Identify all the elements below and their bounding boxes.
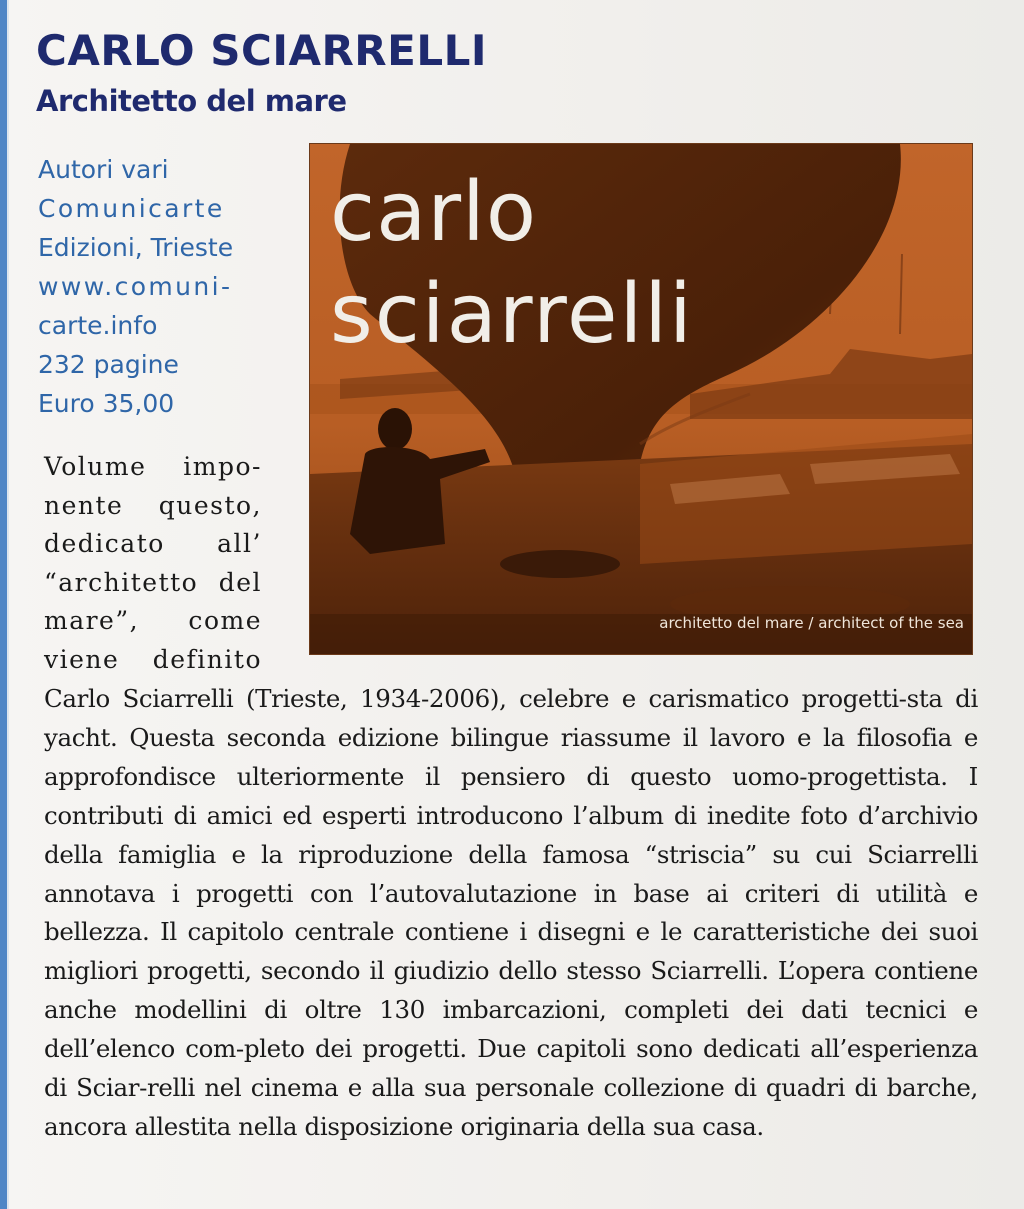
review-body: Carlo Sciarrelli (Trieste, 1934-2006), celebre e carismatico progetti-sta di yacht. Questa seconda edizione bilingue riassume il lavoro e la filosofia e approfondisce ulteriormente il pensiero di questo uomo-progettista. I contributi di amici ed esperti introducono l’album di inedite foto d’archivio della famiglia e la riproduzione della famosa “striscia” su cui Sciarrelli annotava i progetti con l’autovalutazione in base ai criteri di utilità e bellezza. Il capitolo centrale contiene i disegni e le caratteristiche dei suoi migliori progetti, secondo il giudizio dello stesso Sciarrelli. L’opera contiene anche modellini di oltre 130 imbarcazioni, completi dei dati tecnici e dell’elenco com-pleto dei progetti. Due capitoli sono dedicati all’esperienza di Sciar-relli nel cinema e alla sua personale collezione di quadri di barche, ancora allestita nella disposizione originaria della sua casa. — [44, 684, 978, 1141]
book-website-line2: carte.info — [38, 311, 158, 340]
intro-line: Volume impo- — [44, 452, 262, 481]
intro-line: dedicato all’ — [44, 529, 262, 559]
page-edge-rule — [0, 0, 7, 1209]
intro-line: nente questo, — [44, 490, 262, 520]
article-subtitle: Architetto del mare — [36, 84, 347, 118]
intro-line: viene definito — [44, 644, 262, 674]
cover-caption: architetto del mare / architect of the sea — [659, 614, 964, 632]
article-title: CARLO SCIARRELLI — [36, 26, 487, 75]
book-info — [38, 150, 278, 423]
intro-line: “architetto del — [44, 567, 262, 597]
book-publisher-line2: Edizioni, Trieste — [38, 233, 234, 262]
book-authors: Autori vari — [38, 155, 169, 184]
book-pages: 232 pagine — [38, 350, 179, 379]
book-website-line1: www.comuni- — [38, 272, 233, 301]
book-price: Euro 35,00 — [38, 389, 175, 418]
cover-title-line2: sciarrelli — [330, 267, 694, 362]
review-intro — [44, 448, 262, 680]
intro-line: mare”, come — [44, 606, 262, 636]
cover-title — [330, 162, 694, 366]
book-cover-image — [310, 144, 972, 654]
cover-title-line1: carlo — [330, 165, 537, 260]
book-publisher-line1: Comunicarte — [38, 194, 225, 223]
